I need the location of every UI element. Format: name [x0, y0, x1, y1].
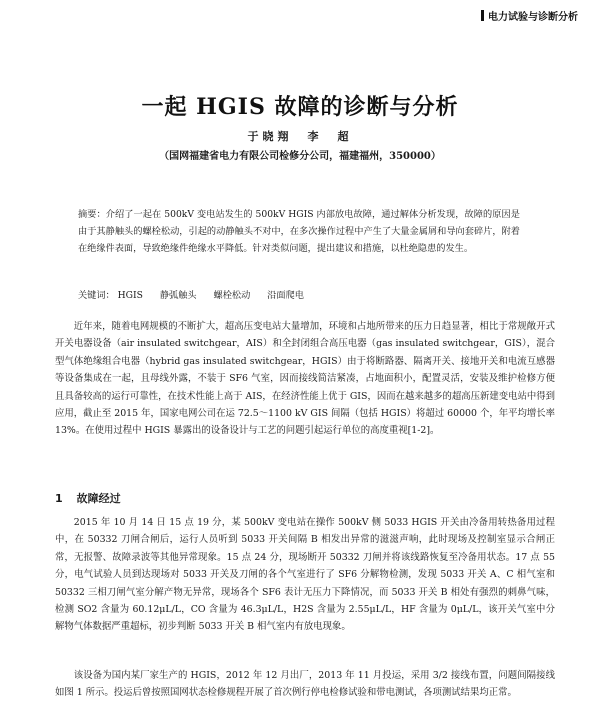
- section-heading: [55, 490, 121, 506]
- section-title: 故障经过: [76, 492, 121, 505]
- keyword: 静弧触头: [159, 290, 197, 301]
- introduction-paragraph: 近年来，随着电网规模的不断扩大，超高压变电站大量增加，环境和占地所带来的压力日趋显著，相比于常规敞开式开关电器设备（air insulated switchgear，AIS）和全封闭组合高压电器（gas insulated switchgear，GIS），混合型气体绝缘组合电器（hybrid gas insulated switchgear，HGIS）由于将断路器、隔离开关、接地开关和电流互感器等设备集成在一起，且母线外露，不装于 SF6 气室，因而接线简洁紧凑，占地面积小，配置灵活，安装及维护检修方便且具备较高的运行可靠性，在技术性能上高于 AIS，在经济性能上优于 GIS，因而在越来越多的超高压新建变电站中得到应用，截止至 2015 年，国家电网公司在运 72.5～1100 kV GIS 间隔（包括 HGIS）将超过 60000 个，年平均增长率 13%。在使用过程中 HGIS 暴露出的设备设计与工艺的问题引起运行单位的高度重视[1-2]。: [55, 321, 555, 437]
- keywords-label: 关键词：: [78, 290, 115, 301]
- body-paragraph: 该设备为国内某厂家生产的 HGIS，2012 年 12 月出厂，2013 年 11 月投运，采用 3/2 接线布置，问题间隔接线如图 1 所示。投运后曾按照国网状态检修规程开展了首次例行停电检修试验和带电测试，各项测试结果均正常。: [55, 670, 555, 699]
- journal-name: 电力试验与诊断分析: [488, 12, 578, 23]
- author-affiliation: （国网福建省电力有限公司检修分公司，福建福州，350000）: [159, 151, 441, 162]
- article-title: 一起 HGIS 故障的诊断与分析: [141, 94, 459, 120]
- keyword: 螺栓松动: [213, 290, 251, 301]
- keyword: 沿面爬电: [267, 290, 304, 301]
- keyword: HGIS: [117, 290, 143, 301]
- body-paragraph: 2015 年 10 月 14 日 15 点 19 分，某 500kV 变电站在操作 500kV 侧 5033 HGIS 开关由冷备用转热备用过程中，在 50332 刀闸合闸后，运行人员听到 5033 开关间隔 B 相发出异常的滋滋声响，此时现场及控制室显示合闸正常，无报警、故障录波等其他异常现象。15 点 24 分，现场断开 50332 刀闸并将该线路恢复至冷备用状态。17 点 55 分，电气试验人员到达现场对 5033 开关及刀闸的各个气室进行了 SF6 分解物检测，发现 5033 开关 A、C 相气室和 50332 三相刀闸气室分解产物无异常，现场各个 SF6 表计无压力下降情况，而 5033 开关 B 相处有强烈的刺鼻气味，检测 SO2 含量为 60.12μL/L，CO 含量为 46.3μL/L，H2S 含量为 2.55μL/L，HF 含量为 0μL/L，该开关气室中分解物气体数据严重超标，初步判断 5033 开关 B 相气室内有放电现象。: [55, 517, 555, 633]
- running-header: [481, 8, 578, 23]
- author-list: 于晓翔 李 超: [247, 130, 353, 143]
- section-number: 1: [55, 492, 63, 505]
- header-bar-mark: [481, 10, 484, 21]
- keywords: [78, 289, 520, 303]
- abstract: 摘要：介绍了一起在 500kV 变电站发生的 500kV HGIS 内部放电故障，通过解体分析发现，故障的原因是由于其静触头的螺栓松动，引起的动静触头不对中，在多次操作过程中产生了大量金属屑和导向套碎片，附着在绝缘件表面，导致绝缘件绝缘水平降低。针对类似问题，提出建议和措施，以杜绝隐患的发生。: [78, 209, 520, 254]
